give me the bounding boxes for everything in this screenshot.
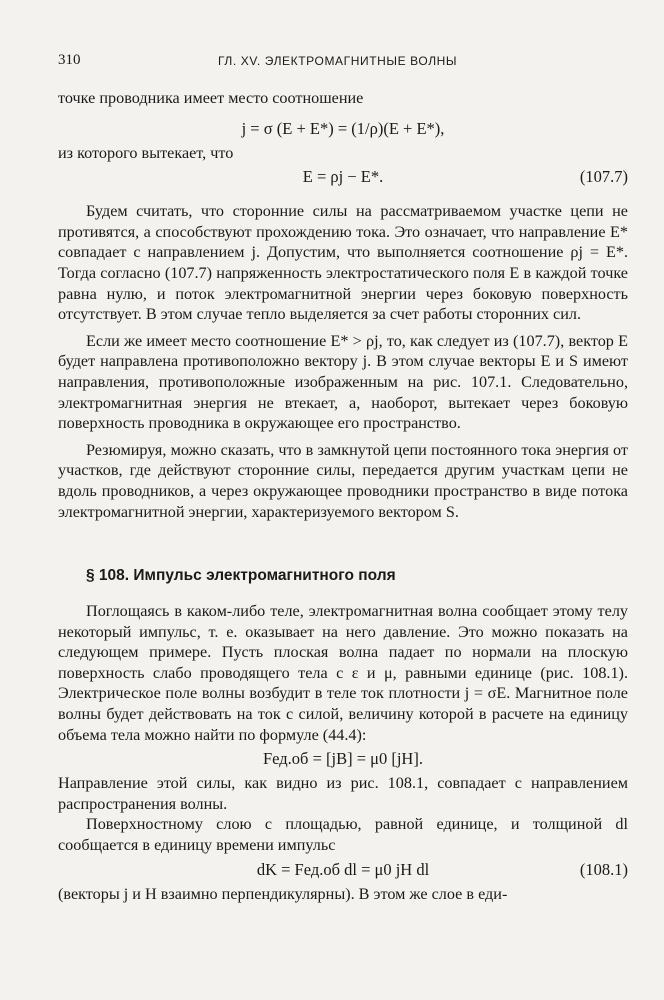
text-block-top	[58, 88, 628, 522]
equation-number: (107.7)	[579, 167, 628, 187]
page-number: 310	[58, 52, 81, 68]
intro-line: точке проводника имеет место соотношение	[58, 89, 364, 107]
paragraph: Резюмируя, можно сказать, что в замкнутой цепи постоянного тока энергия от участков, где действуют сторонние силы, передается другим участкам цепи не вдоль проводников, а через окружающее проводники пространство в виде потока электромагнитной энергии, характеризуемого вектором S.	[58, 440, 628, 521]
equation-107-7	[58, 163, 628, 191]
equation-108-1	[58, 856, 628, 884]
running-head: ГЛ. XV. ЭЛЕКТРОМАГНИТНЫЕ ВОЛНЫ	[218, 54, 458, 68]
equation-body: dK = Fед.об dl = μ0 jH dl	[256, 859, 430, 879]
paragraph: Если же имеет место соотношение E* > ρj, то, как следует из (107.7), вектор E будет направлена противоположно вектору j. В этом случае векторы E и S имеют направления, противоположные изображенным на рис. 107.1. Следовательно, электромагнитная энергия не втекает, а, наоборот, вытекает через боковую поверхность проводника в окружающее его пространство.	[58, 331, 628, 433]
equation-force: Fед.об = [jB] = μ0 [jH].	[263, 749, 423, 769]
lead-in-line: из которого вытекает, что	[58, 143, 234, 162]
text-block-bottom	[58, 601, 628, 904]
equation-current-density: j = σ (E + E*) = (1/ρ)(E + E*),	[241, 118, 445, 138]
paragraph: Будем считать, что сторонние силы на рассматриваемом участке цепи не противятся, а способствуют прохождению тока. Это означает, что направление E* совпадает с направлением j. Допустим, что выполняется соотношение ρj = E*. Тогда согласно (107.7) напряженность электростатического поля E в каждой точке равна нулю, и поток электромагнитной энергии через боковую поверхность отсутствует. В этом случае тепло выделяется за счет работы сторонних сил.	[58, 202, 628, 324]
paragraph: Поглощаясь в каком-либо теле, электромагнитная волна сообщает этому телу некоторый импульс, т. е. оказывает на него давление. Это можно показать на следующем примере. Пусть плоская волна падает по нормали на плоскую поверхность слабо проводящего тела с ε и μ, равными единице (рис. 108.1). Электрическое поле волны возбудит в теле ток плотности j = σE. Магнитное поле волны будет действовать на ток с силой, величину которой в расчете на единицу объема тела можно найти по формуле (44.4):	[58, 602, 628, 744]
section-heading: § 108. Импульс электромагнитного поля	[86, 567, 396, 584]
paragraph: Направление этой силы, как видно из рис. 108.1, совпадает с направлением распространения волны.	[58, 774, 628, 813]
paragraph: (векторы j и H взаимно перпендикулярны). В этом же слое в еди-	[58, 884, 508, 903]
equation-number: (108.1)	[579, 859, 628, 879]
paragraph: Поверхностному слою с площадью, равной единице, и толщиной dl сообщается в единицу времени импульс	[58, 815, 628, 854]
page-header	[58, 52, 628, 72]
equation-body: E = ρj − E*.	[302, 167, 384, 187]
